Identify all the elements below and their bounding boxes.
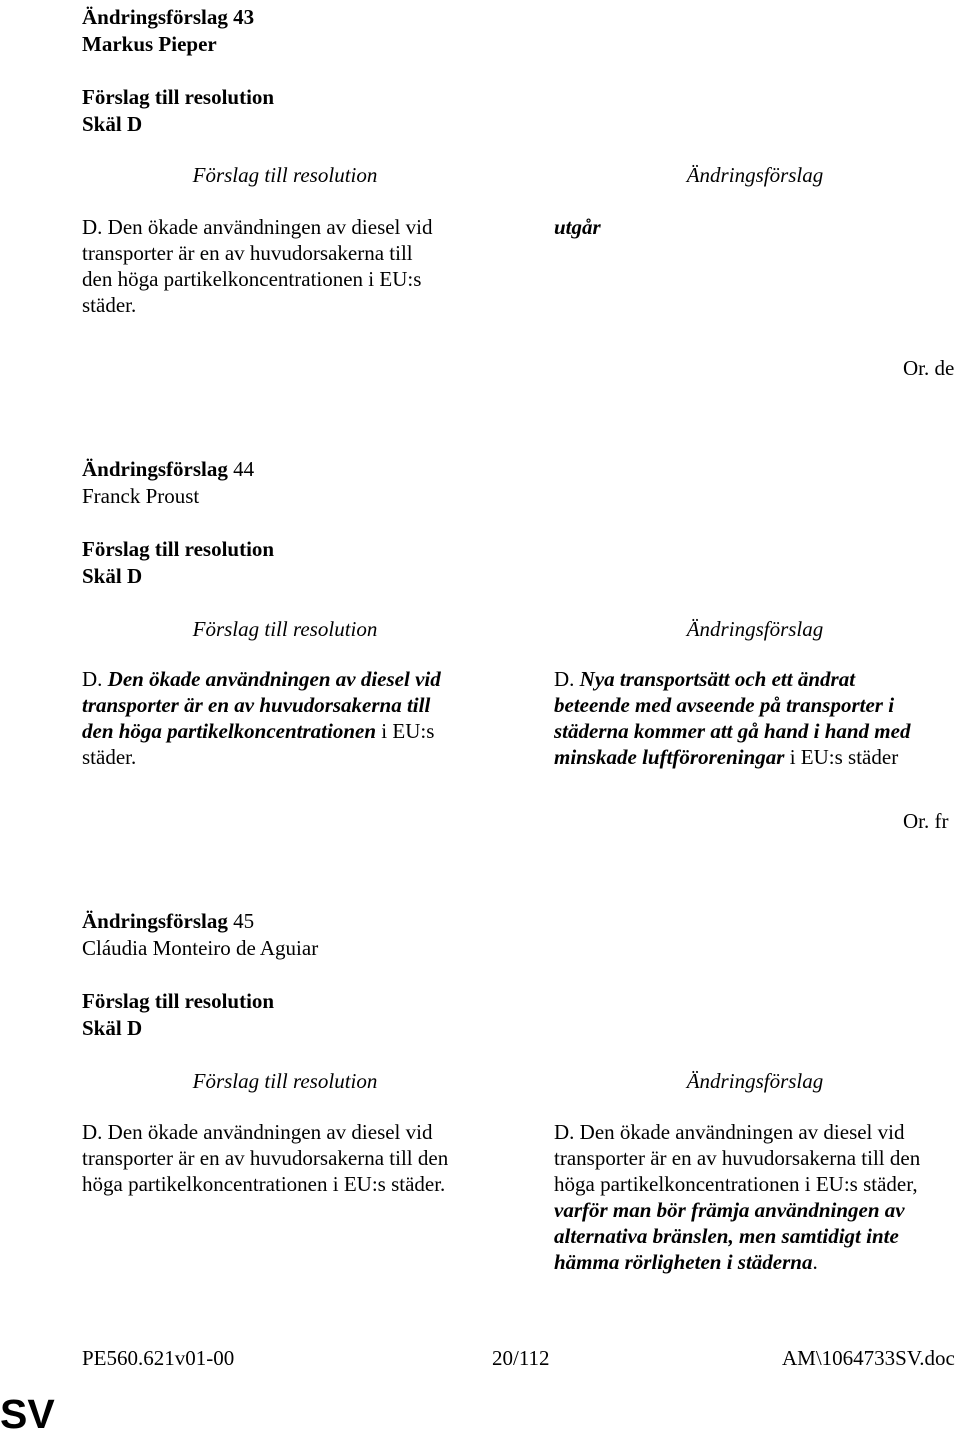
footer-doc-ref: PE560.621v01-00 [82, 1346, 235, 1370]
col-right-header: Ändringsförslag [686, 617, 824, 641]
footer-page-number: 20/112 [492, 1346, 550, 1370]
right-column-text [554, 1119, 960, 1275]
amendment-title-label: Ändringsförslag [82, 5, 228, 29]
section-label: Skäl D [82, 564, 143, 588]
amendment-43-heading [82, 4, 254, 31]
text-run-bold-italic: hämma rörligheten i städerna [554, 1250, 813, 1274]
section-label: Skäl D [82, 112, 143, 136]
language-code: SV [0, 1391, 55, 1437]
amendment-title-label: Ändringsförslag [82, 457, 228, 481]
section-label: Skäl D [82, 1016, 143, 1040]
text-run: . [812, 1250, 818, 1274]
amendment-title-label: Ändringsförslag [82, 909, 228, 933]
text-line: transporter är en av huvudorsakerna till [82, 693, 431, 717]
right-column-text [554, 214, 960, 240]
amendment-number: 44 [233, 457, 255, 481]
text-run-bold-italic: Den ökade användningen av diesel vid [107, 667, 441, 691]
text-line: varför man bör främja användningen av [554, 1198, 905, 1222]
text-line: beteende med avseende på transporter i [554, 693, 895, 717]
amendment-author: Franck Proust [82, 484, 200, 508]
text-line: D. Den ökade användningen av diesel vid [82, 215, 433, 239]
left-column-text [82, 214, 502, 318]
deleted-label: utgår [554, 215, 601, 239]
text-run: i EU:s städer [784, 745, 899, 769]
text-line: transporter är en av huvudorsakerna till den [82, 1146, 449, 1170]
col-left-header: Förslag till resolution [192, 617, 378, 641]
text-line: D. Den ökade användningen av diesel vid [554, 1120, 905, 1144]
left-column-text [82, 1119, 502, 1197]
text-run: D. [82, 667, 108, 691]
text-run-bold-italic: Nya transportsätt och ett ändrat [579, 667, 856, 691]
left-column-text [82, 666, 502, 770]
text-line: höga partikelkoncentrationen i EU:s städer. [82, 1172, 446, 1196]
text-line: den höga partikelkoncentrationen i EU:s [82, 267, 422, 291]
text-line: städerna kommer att gå hand i hand med [554, 719, 911, 743]
right-column-text [554, 666, 960, 770]
text-line: städer. [82, 745, 137, 769]
text-line: D. Den ökade användningen av diesel vid [82, 1120, 433, 1144]
text-run-bold-italic: minskade luftföroreningar [554, 745, 785, 769]
amendment-author: Markus Pieper [82, 32, 217, 56]
motion-label: Förslag till resolution [82, 85, 275, 109]
original-language: Or. fr [903, 809, 949, 833]
col-right-header: Ändringsförslag [686, 163, 824, 187]
text-run: D. [554, 667, 580, 691]
text-line: höga partikelkoncentrationen i EU:s städer, [554, 1172, 918, 1196]
text-line [554, 1249, 960, 1275]
col-left-header: Förslag till resolution [192, 1069, 378, 1093]
amendment-45-heading [82, 908, 254, 935]
text-line [554, 666, 960, 692]
motion-label: Förslag till resolution [82, 989, 275, 1013]
text-run: i EU:s [376, 719, 435, 743]
amendment-44-heading [82, 456, 254, 483]
text-line: städer. [82, 293, 137, 317]
footer-file-name: AM\1064733SV.doc [782, 1346, 955, 1370]
text-line: alternativa bränslen, men samtidigt inte [554, 1224, 899, 1248]
text-line [554, 744, 960, 770]
amendment-author: Cláudia Monteiro de Aguiar [82, 936, 319, 960]
text-line: transporter är en av huvudorsakerna till [82, 241, 413, 265]
text-line [82, 666, 502, 692]
amendment-number: 45 [233, 909, 255, 933]
text-run-bold-italic: den höga partikelkoncentrationen [82, 719, 377, 743]
text-line: transporter är en av huvudorsakerna till den [554, 1146, 921, 1170]
text-line [82, 718, 502, 744]
amendment-number: 43 [233, 5, 255, 29]
original-language: Or. de [903, 356, 955, 380]
col-left-header: Förslag till resolution [192, 163, 378, 187]
motion-label: Förslag till resolution [82, 537, 275, 561]
col-right-header: Ändringsförslag [686, 1069, 824, 1093]
